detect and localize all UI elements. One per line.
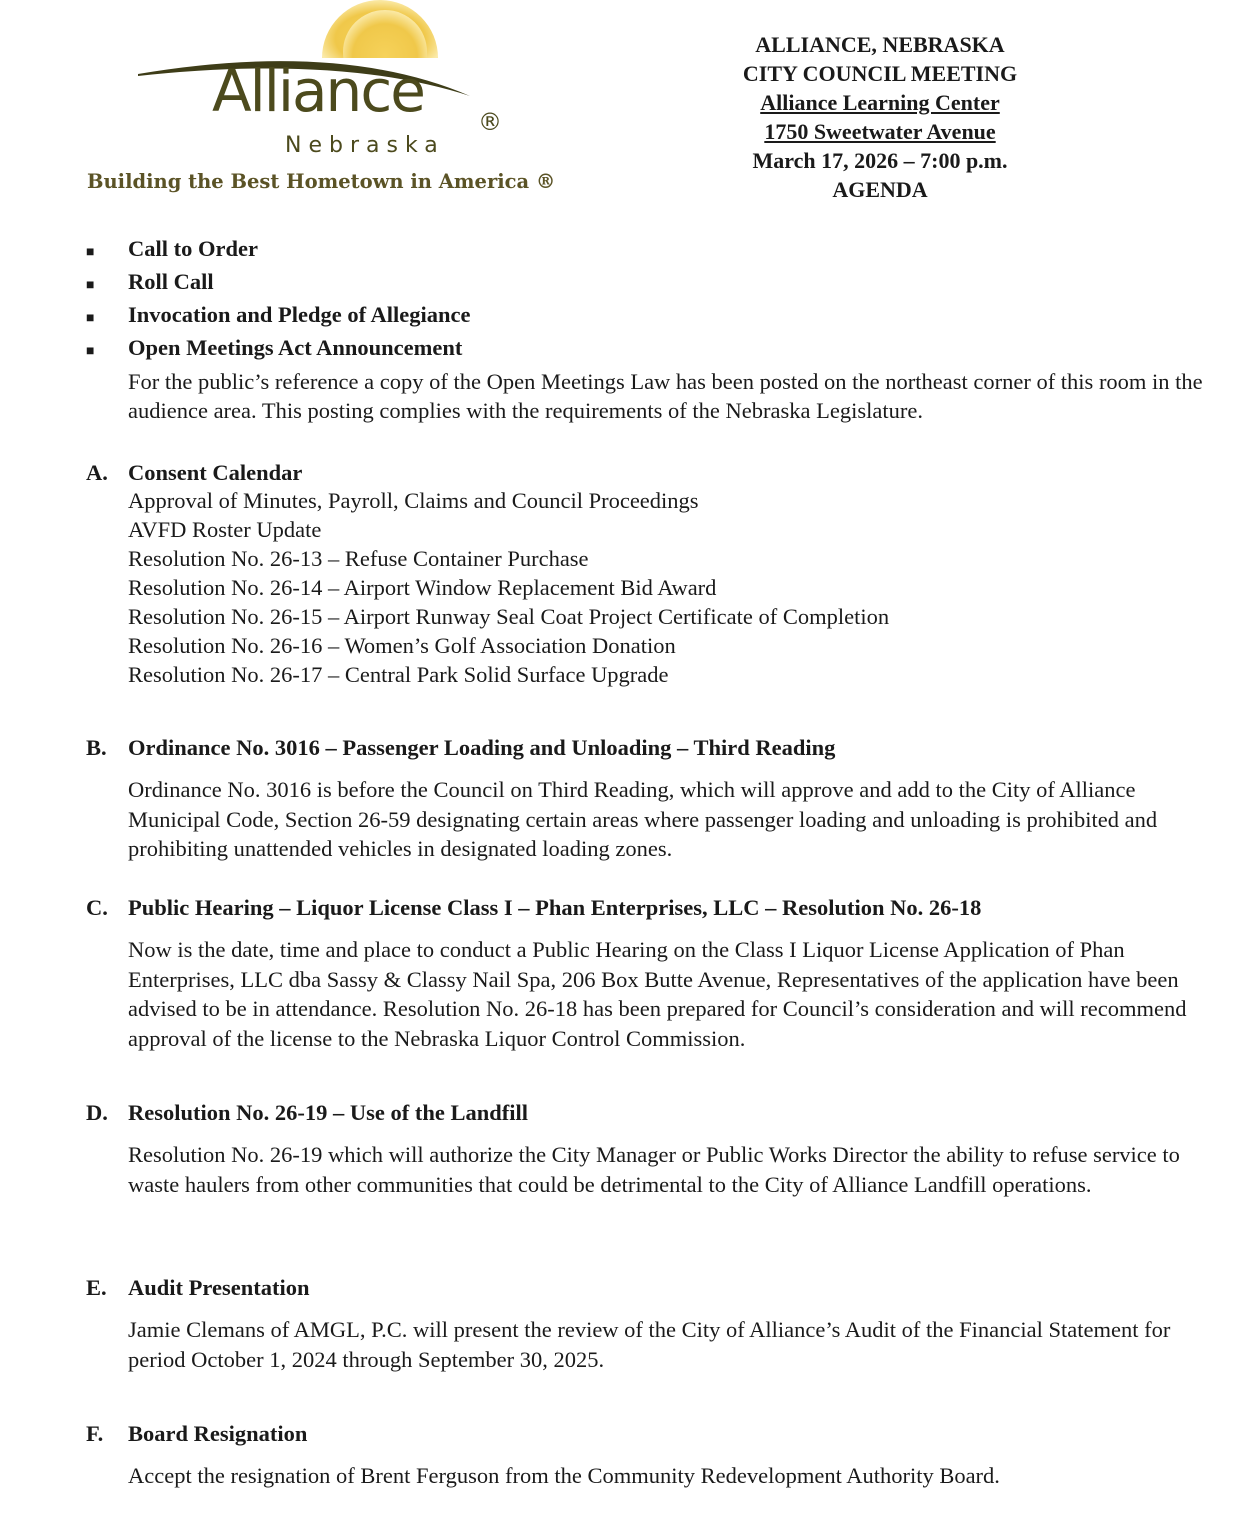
section-b	[86, 735, 1206, 864]
square-bullet-icon: ■	[86, 278, 95, 293]
item-label: Roll Call	[128, 269, 214, 294]
header-datetime: March 17, 2026 – 7:00 p.m.	[752, 148, 1008, 173]
open-meetings-text: For the public’s reference a copy of the Open Meetings Law has been posted on the northeast corner of this room in the audience area. This posting complies with the requirements of the Nebraska Legislature.	[128, 369, 1203, 423]
section-f	[86, 1421, 1206, 1491]
list-item: Resolution No. 26-16 – Women’s Golf Association Donation	[128, 633, 676, 658]
logo-tagline: Building the Best Hometown in America ®	[87, 170, 556, 193]
square-bullet-icon: ■	[86, 311, 95, 326]
item-label: Invocation and Pledge of Allegiance	[128, 302, 471, 327]
list-item	[86, 269, 1206, 302]
section-body: Now is the date, time and place to conduct a Public Hearing on the Class I Liquor License Application of Phan Enterprises, LLC dba Sassy & Classy Nail Spa, 206 Box Butte Avenue, Representatives of the application have been advised to be in attendance. Resolution No. 26-18 has been prepared for Council’s consideration and will recommend approval of the license to the Nebraska Liquor Control Commission.	[128, 937, 1187, 1051]
section-letter: E.	[86, 1275, 107, 1300]
section-title: Audit Presentation	[128, 1275, 310, 1300]
section-title: Ordinance No. 3016 – Passenger Loading and Unloading – Third Reading	[128, 735, 836, 760]
section-letter: C.	[86, 895, 108, 920]
consent-items	[128, 486, 1206, 689]
list-item: Resolution No. 26-13 – Refuse Container Purchase	[128, 546, 589, 571]
list-item	[86, 335, 1206, 368]
alliance-logo	[40, 0, 560, 210]
header-city: ALLIANCE, NEBRASKA	[755, 32, 1005, 57]
list-item: Resolution No. 26-14 – Airport Window Replacement Bid Award	[128, 575, 717, 600]
logo-subtitle: Nebraska	[285, 133, 445, 158]
item-label: Call to Order	[128, 236, 258, 261]
section-letter: B.	[86, 735, 107, 760]
square-bullet-icon: ■	[86, 245, 95, 260]
opening-items	[86, 236, 1206, 425]
section-letter: D.	[86, 1100, 108, 1125]
list-item: Approval of Minutes, Payroll, Claims and Council Proceedings	[128, 488, 699, 513]
registered-mark: ®	[478, 108, 502, 136]
section-title: Consent Calendar	[128, 460, 303, 485]
section-body: Jamie Clemans of AMGL, P.C. will present the review of the City of Alliance’s Audit of the Financial Statement for period October 1, 2024 through September 30, 2025.	[128, 1317, 1171, 1372]
list-item	[86, 302, 1206, 335]
section-title: Board Resignation	[128, 1421, 308, 1446]
header-meeting: CITY COUNCIL MEETING	[742, 61, 1018, 86]
section-title: Public Hearing – Liquor License Class I – Phan Enterprises, LLC – Resolution No. 26-18	[128, 895, 982, 920]
section-body: Accept the resignation of Brent Ferguson from the Community Redevelopment Authority Board.	[128, 1463, 1000, 1488]
section-title: Resolution No. 26-19 – Use of the Landfill	[128, 1100, 529, 1125]
list-item: AVFD Roster Update	[128, 517, 322, 542]
item-label: Open Meetings Act Announcement	[128, 335, 463, 360]
section-d	[86, 1100, 1206, 1199]
list-item: Resolution No. 26-15 – Airport Runway Seal Coat Project Certificate of Completion	[128, 604, 890, 629]
list-item: Resolution No. 26-17 – Central Park Solid Surface Upgrade	[128, 662, 669, 687]
logo-wordmark: Alliance	[212, 57, 424, 125]
section-body: Ordinance No. 3016 is before the Council on Third Reading, which will approve and add to the City of Alliance Municipal Code, Section 26-59 designating certain areas where passenger loading and unloading is prohibited and prohibiting unattended vehicles in designated loading zones.	[128, 777, 1158, 861]
header-doc-type: AGENDA	[832, 177, 928, 202]
square-bullet-icon: ■	[86, 344, 95, 359]
meeting-header	[700, 30, 1060, 204]
section-body: Resolution No. 26-19 which will authorize the City Manager or Public Works Director the ability to refuse service to waste haulers from other communities that could be detrimental to the City of Alliance Landfill operations.	[128, 1142, 1180, 1197]
header-address: 1750 Sweetwater Avenue	[764, 119, 996, 144]
list-item	[86, 236, 1206, 269]
section-e	[86, 1275, 1206, 1374]
section-a	[86, 460, 1206, 689]
header-venue: Alliance Learning Center	[760, 90, 1000, 115]
section-letter: A.	[86, 460, 108, 485]
section-c	[86, 895, 1206, 1053]
section-letter: F.	[86, 1421, 104, 1446]
